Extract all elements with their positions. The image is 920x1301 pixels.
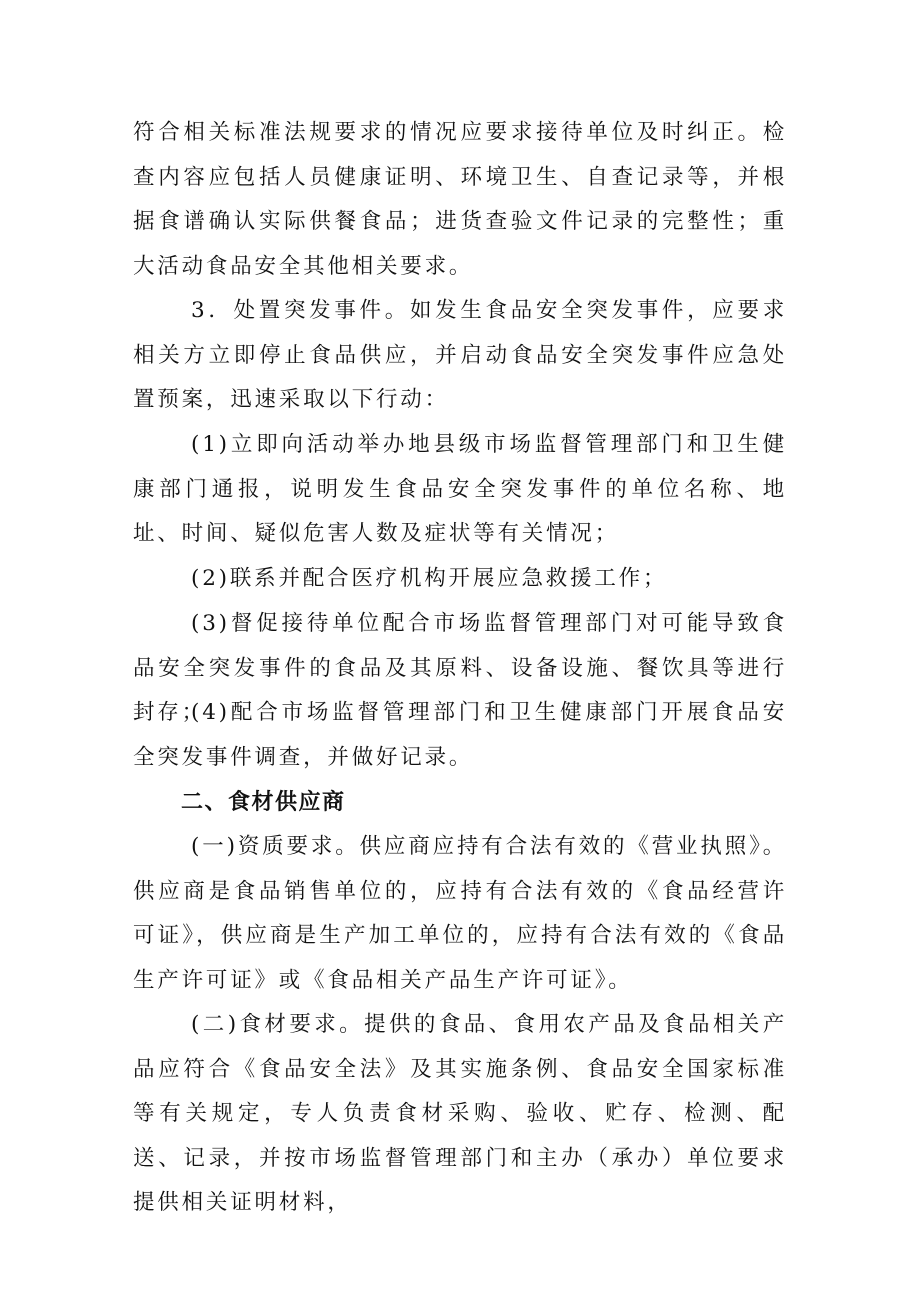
paragraph-action-3: (3)督促接待单位配合市场监督管理部门对可能导致食品安全突发事件的食品及其原料、设备设施、餐饮具等进行封存； bbox=[133, 611, 787, 725]
paragraph-action-2: (2)联系并配合医疗机构开展应急救援工作； bbox=[191, 566, 668, 591]
paragraph-inspection-content: 符合相关标准法规要求的情况应要求接待单位及时纠正。检查内容应包括人员健康证明、环境卫生、自查记录等，并根据食谱确认实际供餐食品；进货查验文件记录的完整性；重大活动食品安全其他相关要求。 bbox=[133, 120, 787, 279]
paragraph-qualification-requirements: (一)资质要求。供应商应持有合法有效的《营业执照》。供应商是食品销售单位的，应持有合法有效的《食品经营许可证》，供应商是生产加工单位的，应持有合法有效的《食品生产许可证》或《食品相关产品生产许可证》。 bbox=[133, 834, 787, 993]
paragraph-food-material-requirements: (二)食材要求。提供的食品、食用农产品及食品相关产品应符合《食品安全法》及其实施条例、食品安全国家标准等有关规定，专人负责食材采购、验收、贮存、检测、配送、记录，并按市场监督管理部门和主办（承办）单位要求提供相关证明材料， bbox=[133, 1012, 787, 1215]
paragraph-action-4: (4)配合市场监督管理部门和卫生健康部门开展食品安全突发事件调查，并做好记录。 bbox=[133, 700, 787, 770]
section-heading-food-suppliers: 二、食材供应商 bbox=[181, 790, 346, 815]
paragraph-action-1: (1)立即向活动举办地县级市场监督管理部门和卫生健康部门通报，说明发生食品安全突发事件的单位名称、地址、时间、疑似危害人数及症状等有关情况； bbox=[133, 432, 787, 546]
paragraph-handle-emergency: 3．处置突发事件。如发生食品安全突发事件，应要求相关方立即停止食品供应，并启动食品安全突发事件应急处置预案，迅速采取以下行动： bbox=[133, 298, 787, 412]
